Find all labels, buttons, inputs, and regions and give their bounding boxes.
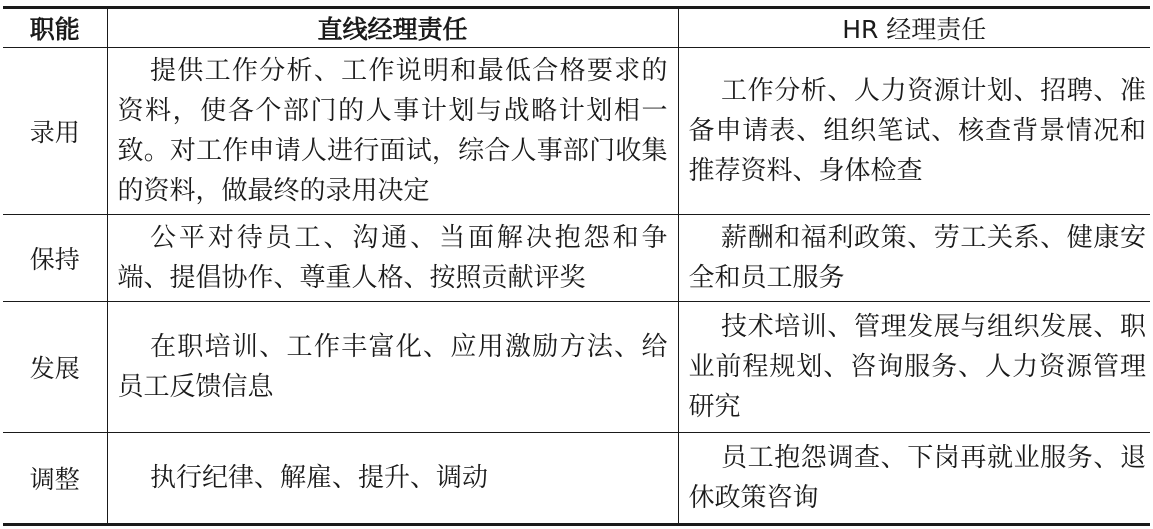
hr-manager-cell: 员工抱怨调查、下岗再就业服务、退休政策咨询 <box>678 433 1150 525</box>
table-row <box>3 433 1150 525</box>
line-manager-cell: 公平对待员工、沟通、当面解决抱怨和争端、提倡协作、尊重人格、按照贡献评奖 <box>107 215 678 302</box>
header-hr-manager: HR 经理责任 <box>678 8 1150 48</box>
hr-manager-cell: 技术培训、管理发展与组织发展、职业前程规划、咨询服务、人力资源管理研究 <box>678 302 1150 433</box>
table-row <box>3 215 1150 302</box>
function-cell: 发展 <box>3 302 107 433</box>
table-row <box>3 48 1150 215</box>
line-manager-cell: 提供工作分析、工作说明和最低合格要求的资料，使各个部门的人事计划与战略计划相一致。对工作申请人进行面试，综合人事部门收集的资料，做最终的录用决定 <box>107 48 678 215</box>
function-cell: 调整 <box>3 433 107 525</box>
hr-manager-cell: 薪酬和福利政策、劳工关系、健康安全和员工服务 <box>678 215 1150 302</box>
table-header-row <box>3 8 1150 48</box>
line-manager-cell: 在职培训、工作丰富化、应用激励方法、给员工反馈信息 <box>107 302 678 433</box>
hr-manager-cell: 工作分析、人力资源计划、招聘、准备申请表、组织笔试、核查背景情况和推荐资料、身体检查 <box>678 48 1150 215</box>
header-line-manager: 直线经理责任 <box>107 8 678 48</box>
header-function: 职能 <box>3 8 107 48</box>
table-row <box>3 302 1150 433</box>
responsibility-table <box>3 6 1150 526</box>
line-manager-cell: 执行纪律、解雇、提升、调动 <box>107 433 678 525</box>
function-cell: 录用 <box>3 48 107 215</box>
function-cell: 保持 <box>3 215 107 302</box>
